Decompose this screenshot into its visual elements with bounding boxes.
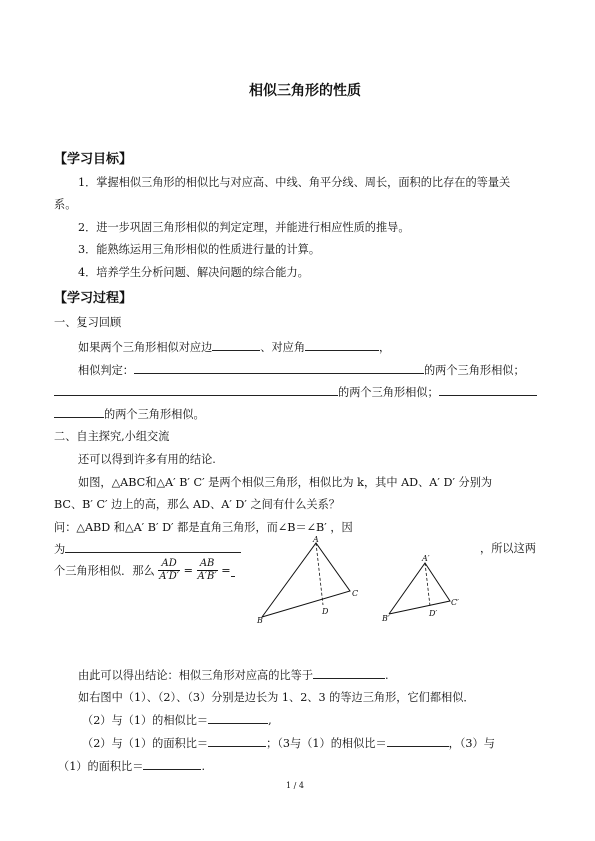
conclusion-text: 由此可以得出结论：相似三角形对应高的比等于 [78, 669, 313, 682]
blank-ratio[interactable] [231, 564, 235, 577]
review-line-1-text-c: ， [379, 341, 391, 354]
label-b-prime: B′ [382, 614, 390, 623]
blank-criterion-3a[interactable] [439, 383, 537, 396]
similarity-ratio-line [82, 711, 272, 728]
label-b: B [257, 616, 263, 625]
label-d-prime: D′ [429, 609, 438, 618]
review-line-1 [78, 338, 390, 355]
blank-criterion-2[interactable] [54, 383, 338, 396]
page-title: 相似三角形的性质 [249, 83, 361, 99]
review-line-1-text-b: 、对应角 [260, 341, 306, 354]
part2-paragraph-3: BC、B′ C′ 边上的高，那么 AD、A′ D′ 之间有什么关系？ [54, 498, 340, 511]
blank-similarity-ratio-2-1[interactable] [208, 711, 268, 724]
page-number: 1 / 4 [286, 781, 304, 790]
reason-line-suffix: ，所以这两 [480, 542, 536, 555]
similarity-ratio-text: （2）与（1）的相似比＝ [82, 714, 209, 727]
review-line-3-text: 的两个三角形相似； [338, 386, 439, 399]
blank-similarity-ratio-3-1[interactable] [387, 734, 449, 747]
reason-line-prefix: 为 [54, 543, 66, 556]
part2-title: 二、自主探究,小组交流 [54, 430, 170, 443]
area-ratio-text-b: ；（3与（1）的相似比＝ [266, 737, 387, 750]
review-line-2-text-a: 相似判定： [78, 364, 134, 377]
triangle-a-prime-b-prime-c-prime [381, 554, 459, 623]
objective-item-3: 3．能熟练运用三角形相似的性质进行量的计算。 [78, 243, 321, 256]
label-c: C [352, 589, 359, 598]
similarity-ratio-end: , [268, 714, 272, 727]
area-ratio-line [82, 734, 495, 751]
area-ratio-line-2 [58, 757, 205, 774]
blank-sides[interactable] [212, 338, 260, 351]
fraction-ad-over-a-prime-d-prime [158, 558, 180, 583]
fraction-2-numerator: AB [197, 558, 218, 571]
conclusion-line [78, 666, 389, 683]
fraction-ab-over-a-prime-b-prime [197, 558, 218, 583]
review-line-4-text: 的两个三角形相似。 [104, 408, 205, 421]
area-ratio-2-text: （1）的面积比＝ [58, 760, 144, 773]
blank-angles[interactable] [305, 338, 379, 351]
triangle-abc [256, 535, 358, 625]
blank-area-ratio-2-1[interactable] [208, 734, 266, 747]
ratio-line-text: 个三角形相似．那么 [54, 564, 155, 578]
fraction-1-numerator: AD [158, 558, 180, 571]
area-ratio-2-end: . [201, 760, 205, 773]
similar-triangles-figure [255, 535, 465, 627]
review-line-1-text-a: 如果两个三角形相似对应边 [78, 341, 213, 354]
blank-criterion-1[interactable] [134, 361, 424, 374]
part1-title: 一、复习回顾 [54, 316, 122, 329]
objective-item-2: 2．进一步巩固三角形相似的判定定理，并能进行相应性质的推导。 [78, 221, 410, 234]
area-ratio-text-a: （2）与（1）的面积比＝ [82, 737, 209, 750]
label-a-prime: A′ [422, 554, 430, 563]
label-a: A [313, 535, 319, 544]
review-line-3 [54, 383, 537, 400]
blank-conclusion[interactable] [313, 666, 385, 679]
objective-item-1: 1．掌握相似三角形的相似比与对应高、中线、角平分线、周长，面积的比存在的等量关 [78, 176, 511, 189]
objective-item-4: 4．培养学生分析问题、解决问题的综合能力。 [78, 266, 309, 279]
label-d: D [322, 607, 329, 616]
equals-sign-1: = [183, 564, 193, 577]
equilateral-intro: 如右图中（1）、（2）、（3）分别是边长为 1、2、3 的等边三角形，它们都相似． [78, 691, 475, 704]
review-line-2-text-b: 的两个三角形相似； [423, 364, 525, 377]
part2-question: 问：△ABD 和△A′ B′ D′ 都是直角三角形，而∠B＝∠B′ ，因 [54, 521, 353, 534]
reason-line [54, 540, 241, 557]
equals-sign-2: = [221, 564, 231, 577]
ratio-line [54, 558, 235, 583]
fraction-2-denominator: A′B′ [197, 571, 217, 582]
part2-paragraph-2: 如图，△ABC和△A′ B′ C′ 是两个相似三角形，相似比为 k，其中 AD、A′ D′ 分别为 [78, 476, 493, 489]
area-ratio-text-c: ，（3）与 [448, 737, 495, 750]
part2-paragraph-1: 还可以得到许多有用的结论. [78, 453, 216, 466]
altitude-ad [316, 543, 323, 605]
review-line-2 [78, 361, 525, 378]
review-line-4 [54, 405, 205, 422]
section-heading-process: 【学习过程】 [54, 291, 133, 306]
blank-criterion-3b[interactable] [54, 405, 104, 418]
section-heading-objectives: 【学习目标】 [54, 152, 133, 167]
blank-area-ratio-3-1[interactable] [143, 757, 201, 770]
fraction-1-denominator: A′D′ [159, 571, 180, 582]
label-c-prime: C′ [451, 598, 459, 607]
conclusion-end: . [384, 669, 389, 682]
objective-item-1-cont: 系。 [54, 198, 77, 211]
blank-reason[interactable] [65, 540, 241, 553]
